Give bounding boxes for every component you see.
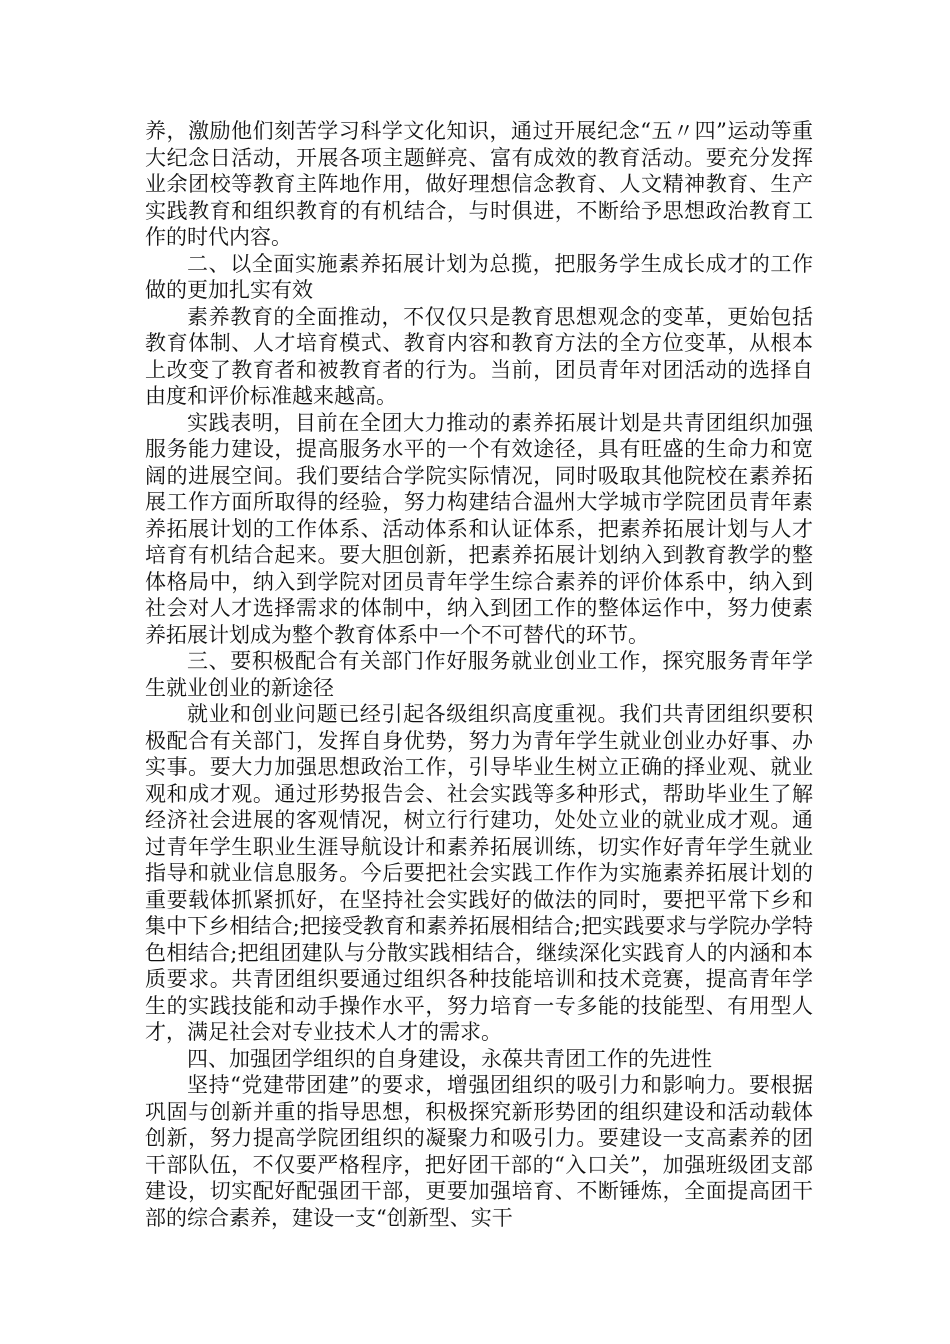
document-page bbox=[145, 118, 813, 1231]
section-heading-3: 三、要积极配合有关部门作好服务就业创业工作，探究服务青年学生就业创业的新途径 bbox=[145, 649, 813, 700]
paragraph-practice-plan: 实践表明，目前在全团大力推动的素养拓展计划是共青团组织加强服务能力建设，提高服务水平的一个有效途径，具有旺盛的生命力和宽阔的进展空间。我们要结合学院实际情况，同时吸取其他院校在素养拓展工作方面所取得的经验，努力构建结合温州大学城市学院团员青年素养拓展计划的工作体系、活动体系和认证体系，把素养拓展计划与人才培育有机结合起来。要大胆创新，把素养拓展计划纳入到教育教学的整体格局中，纳入到学院对团员青年学生综合素养的评价体系中，纳入到社会对人才选择需求的体制中，纳入到团工作的整体运作中，努力使素养拓展计划成为整个教育体系中一个不可替代的环节。 bbox=[145, 410, 813, 647]
paragraph-quality-education: 素养教育的全面推动，不仅仅只是教育思想观念的变革，更始包括教育体制、人才培育模式、教育内容和教育方法的全方位变革，从根本上改变了教育者和被教育者的行为。当前，团员青年对团活动的选择自由度和评价标准越来越高。 bbox=[145, 304, 813, 408]
section-heading-4: 四、加强团学组织的自身建设，永葆共青团工作的先进性 bbox=[187, 1046, 712, 1071]
paragraph-continuation: 养，激励他们刻苦学习科学文化知识，通过开展纪念“五〃四”运动等重大纪念日活动，开展各项主题鲜亮、富有成效的教育活动。要充分发挥业余团校等教育主阵地作用，做好理想信念教育、人文精神教育、生产实践教育和组织教育的有机结合，与时俱进，不断给予思想政治教育工作的时代内容。 bbox=[145, 119, 813, 249]
paragraph-party-building: 坚持“党建带团建”的要求，增强团组织的吸引力和影响力。要根据巩固与创新并重的指导思想，积极探究新形势团的组织建设和活动载体创新，努力提高学院团组织的凝聚力和吸引力。要建设一支高素养的团干部队伍，不仅要严格程序，把好团干部的“入口关”，加强班级团支部建设，切实配好配强团干部，更要加强培育、不断锤炼，全面提高团干部的综合素养，建设一支“创新型、实干 bbox=[145, 1073, 813, 1230]
paragraph-employment: 就业和创业问题已经引起各级组织高度重视。我们共青团组织要积极配合有关部门，发挥自身优势，努力为青年学生就业创业办好事、办实事。要大力加强思想政治工作，引导毕业生树立正确的择业观、就业观和成才观。通过形势报告会、社会实践等多种形式，帮助毕业生了解经济社会进展的客观情况，树立行行建功，处处立业的就业成才观。通过青年学生职业生涯导航设计和素养拓展训练，切实作好青年学生就业指导和就业信息服务。今后要把社会实践工作作为实施素养拓展计划的重要载体抓紧抓好，在坚持社会实践好的做法的同时，要把平常下乡和集中下乡相结合;把接受教育和素养拓展相结合;把实践要求与学院办学特色相结合;把组团建队与分散实践相结合，继续深化实践育人的内涵和本质要求。共青团组织要通过组织各种技能培训和技术竞赛，提高青年学生的实践技能和动手操作水平，努力培育一专多能的技能型、有用型人才，满足社会对专业技术人才的需求。 bbox=[145, 702, 813, 1044]
section-heading-2: 二、以全面实施素养拓展计划为总揽，把服务学生成长成才的工作做的更加扎实有效 bbox=[145, 251, 813, 302]
